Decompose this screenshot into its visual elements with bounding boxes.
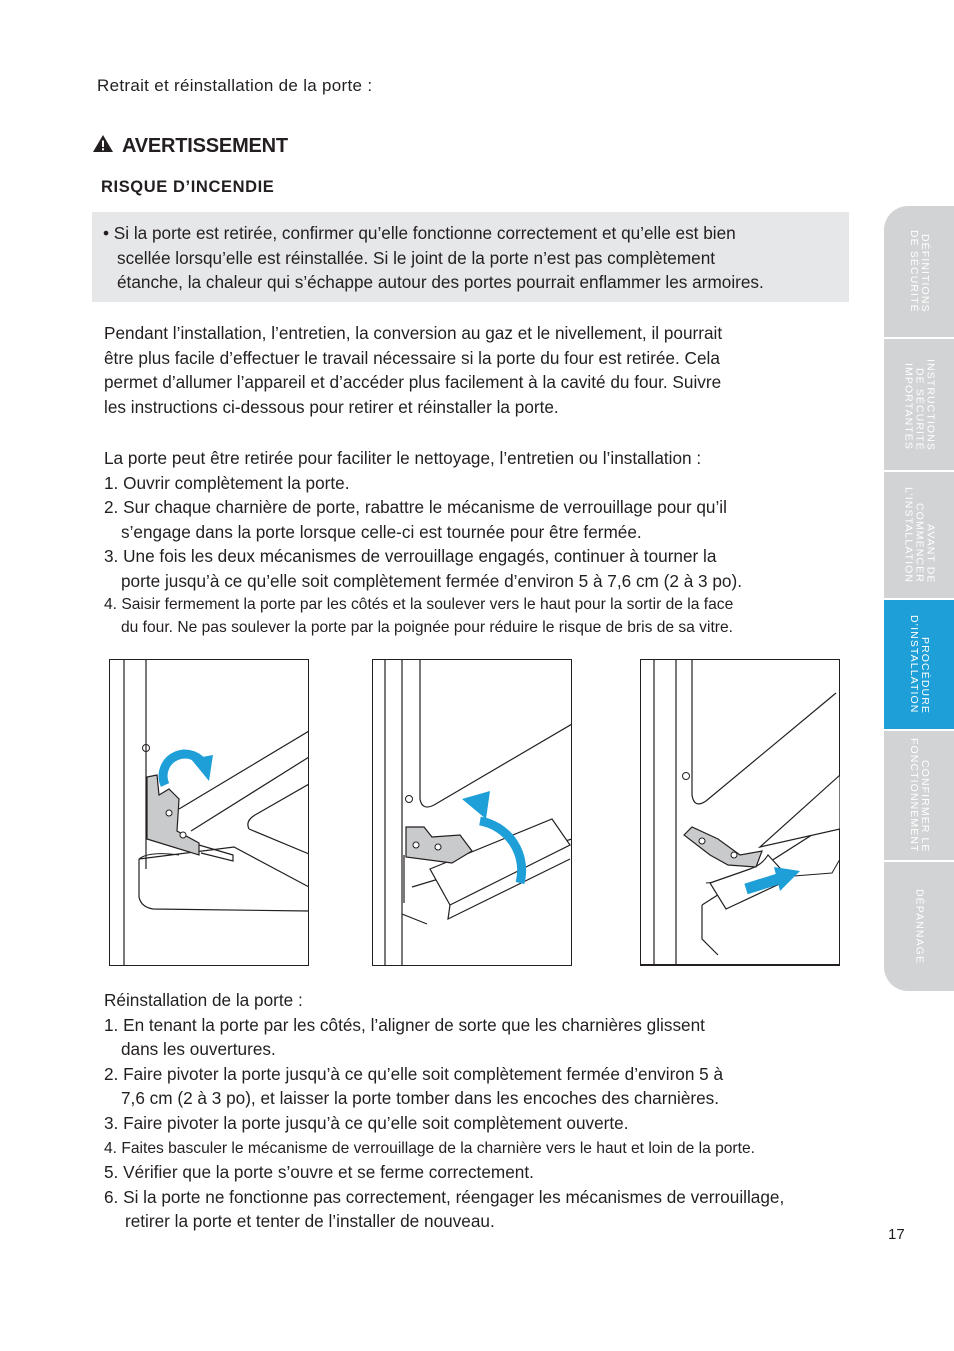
- tab-label: PROCÉDURE D’INSTALLATION: [908, 615, 931, 714]
- tab-depannage[interactable]: [884, 862, 954, 991]
- intro-paragraph: [104, 321, 722, 419]
- removal-steps: [104, 446, 742, 639]
- tab-label: AVANT DE COMMENCER L’INSTALLATION: [902, 486, 937, 584]
- warning-title: AVERTISSEMENT: [122, 134, 288, 157]
- warning-line-2: scellée lorsqu’elle est réinstallée. Si le joint de la porte n’est pas complètement: [117, 247, 716, 268]
- reinstall-step-5: 5. Vérifier que la porte s’ouvre et se ferme correctement.: [104, 1162, 534, 1182]
- removal-heading: La porte peut être retirée pour faciliter le nettoyage, l’entretien ou l’installation :: [104, 448, 702, 468]
- reinstall-step-2-cont: 7,6 cm (2 à 3 po), et laisser la porte tomber dans les encoches des charnières.: [121, 1088, 720, 1108]
- warning-line-1: • Si la porte est retirée, confirmer qu’elle fonctionne correctement et qu’elle est bien: [103, 223, 736, 243]
- reinstall-step-6: 6. Si la porte ne fonctionne pas correctement, réengager les mécanismes de verrouillage,: [104, 1186, 785, 1207]
- warning-box: [92, 212, 849, 302]
- removal-step-2-cont: s’engage dans la porte lorsque celle-ci est tournée pour être fermée.: [121, 521, 642, 542]
- reinstall-step-3: 3. Faire pivoter la porte jusqu’à ce qu’elle soit complètement ouverte.: [104, 1112, 629, 1133]
- reinstall-heading: Réinstallation de la porte :: [104, 990, 303, 1010]
- tab-definitions-securite[interactable]: [884, 206, 954, 337]
- risk-title: RISQUE D’INCENDIE: [101, 178, 275, 196]
- figure-door-lift: [640, 659, 840, 966]
- page-number: 17: [888, 1226, 905, 1243]
- reinstall-step-1: 1. En tenant la porte par les côtés, l’aligner de sorte que les charnières glissent: [104, 1014, 705, 1035]
- tab-procedure-installation[interactable]: [884, 600, 954, 729]
- removal-step-3-cont: porte jusqu’à ce qu’elle soit complètement fermée d’environ 5 à 7,6 cm (2 à 3 po).: [121, 570, 742, 591]
- removal-step-4: 4. Saisir fermement la porte par les côtés et la soulever vers le haut pour la sortir de la face: [104, 596, 734, 613]
- reinstall-step-4: 4. Faites basculer le mécanisme de verrouillage de la charnière vers le haut et loin de la porte.: [104, 1140, 755, 1157]
- removal-step-3: 3. Une fois les deux mécanismes de verrouillage engagés, continuer à tourner la: [104, 546, 717, 566]
- intro-line: Pendant l’installation, l’entretien, la conversion au gaz et le nivellement, il pourrait: [104, 323, 723, 343]
- tab-avant-de-commencer[interactable]: [884, 472, 954, 598]
- reinstall-step-2: 2. Faire pivoter la porte jusqu’à ce qu’elle soit complètement fermée d’environ 5 à: [104, 1063, 724, 1084]
- reinstall-step-1-cont: dans les ouvertures.: [121, 1039, 276, 1059]
- tab-instructions-securite[interactable]: [884, 339, 954, 470]
- warning-line-3: étanche, la chaleur qui s’échappe autour des portes pourrait enflammer les armoires.: [117, 272, 764, 292]
- warning-triangle-icon: [92, 134, 114, 158]
- figure-door-rotate: [372, 659, 572, 966]
- tab-label: INSTRUCTIONS DE SÉCURITÉ IMPORTANTES: [902, 358, 937, 451]
- figure-hinge-lock: [109, 659, 309, 966]
- reinstall-step-6-cont: retirer la porte et tenter de l’installer de nouveau.: [125, 1211, 495, 1231]
- intro-line: être plus facile d’effectuer le travail nécessaire si la porte du four est retirée. Cela: [104, 347, 720, 368]
- intro-line: permet d’allumer l’appareil et d’accéder plus facilement à la cavité du four. Suivre: [104, 372, 722, 392]
- tab-label: DÉPANNAGE: [913, 888, 926, 965]
- tab-label: CONFIRMER LE FONCTIONNEMENT: [908, 738, 931, 853]
- reinstall-steps: [104, 988, 784, 1234]
- tab-confirmer-fonctionnement[interactable]: [884, 731, 954, 860]
- intro-line: les instructions ci-dessous pour retirer et réinstaller la porte.: [104, 396, 559, 417]
- removal-step-4-cont: du four. Ne pas soulever la porte par la poignée pour réduire le risque de bris de sa vitre.: [121, 619, 733, 636]
- removal-step-1: 1. Ouvrir complètement la porte.: [104, 472, 350, 493]
- warning-header: [92, 134, 288, 158]
- removal-step-2: 2. Sur chaque charnière de porte, rabattre le mécanisme de verrouillage pour qu’il: [104, 497, 727, 517]
- tab-label: DÉFINITIONS DE SÉCURITÉ: [908, 230, 931, 313]
- section-title: Retrait et réinstallation de la porte :: [97, 76, 373, 95]
